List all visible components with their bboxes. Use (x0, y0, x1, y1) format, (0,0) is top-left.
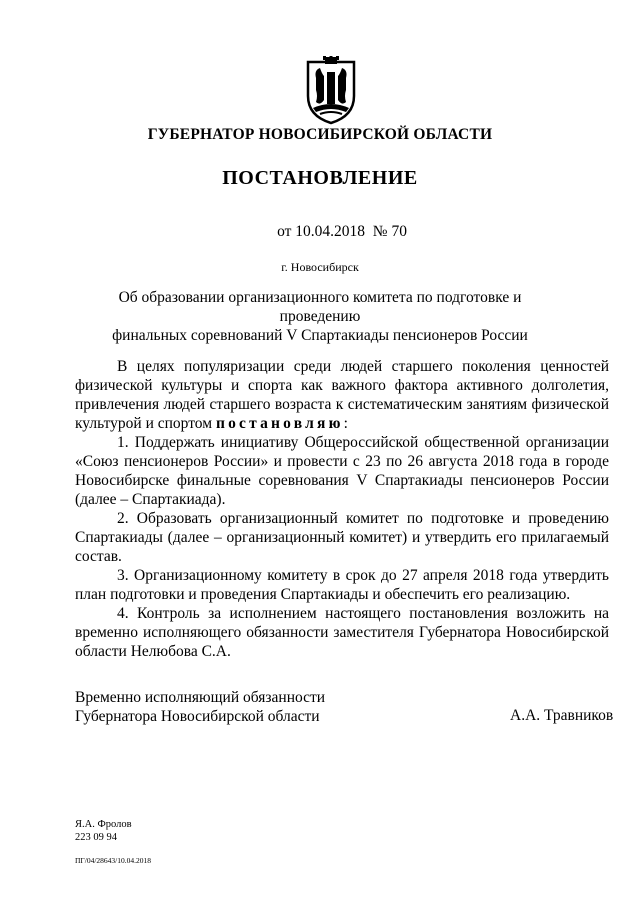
signatory-position (75, 688, 325, 726)
resolve-word: постановляю (215, 415, 344, 432)
title-line-1: Об образовании организационного комитета по подготовке и проведению (118, 289, 522, 325)
clause-1: 1. Поддержать инициативу Общероссийской общественной организации «Союз пенсионеров России» и провести с 23 по 26 августа 2018 года в городе Новосибирске финальные соревнования V Спартакиады пенсионеров России (далее – Спартакиада). (75, 434, 609, 508)
document-number: 70 (391, 223, 407, 240)
preamble-text: В целях популяризации среди людей старшего поколения ценностей физической культуры и спорта как важного фактора активного долголетия, привлечения людей старшего возраста к систематическим занятиям физической культурой и спортом (75, 358, 609, 432)
authority-title: ГУБЕРНАТОР НОВОСИБИРСКОЙ ОБЛАСТИ (147, 126, 493, 143)
clause-2: 2. Образовать организационный комитет по подготовке и проведению Спартакиады (далее – организационный комитет) и утвердить его прилагаемый состав. (75, 510, 609, 565)
document-title (90, 288, 550, 345)
resolve-colon: : (343, 415, 348, 432)
executor-info (75, 818, 132, 844)
clause-3: 3. Организационному комитету в срок до 27 апреля 2018 года утвердить план подготовки и проведения Спартакиады и обеспечить его реализацию. (75, 567, 609, 603)
city: г. Новосибирск (281, 260, 359, 274)
coat-of-arms-icon (302, 56, 360, 126)
preamble-paragraph (75, 357, 609, 433)
position-line-2: Губернатора Новосибирской области (75, 708, 320, 725)
date-prefix: от (277, 223, 292, 240)
executor-phone: 223 09 94 (75, 832, 117, 843)
title-line-2: финальных соревнований V Спартакиады пенсионеров России (112, 327, 528, 344)
document-type: ПОСТАНОВЛЕНИЕ (222, 167, 418, 189)
executor-name: Я.А. Фролов (75, 819, 132, 830)
document-body (75, 357, 609, 661)
position-line-1: Временно исполняющий обязанности (75, 689, 326, 706)
number-label: № (372, 223, 388, 240)
document-reference: ПГ/04/28643/10.04.2018 (75, 856, 152, 865)
date-number-line (0, 223, 640, 241)
document-date: 10.04.2018 (295, 223, 366, 240)
signatory-name: А.А. Травников (510, 707, 614, 724)
clause-4: 4. Контроль за исполнением настоящего постановления возложить на временно исполняющего обязанности заместителя Губернатора Новосибирской области Нелюбова С.А. (75, 605, 609, 660)
